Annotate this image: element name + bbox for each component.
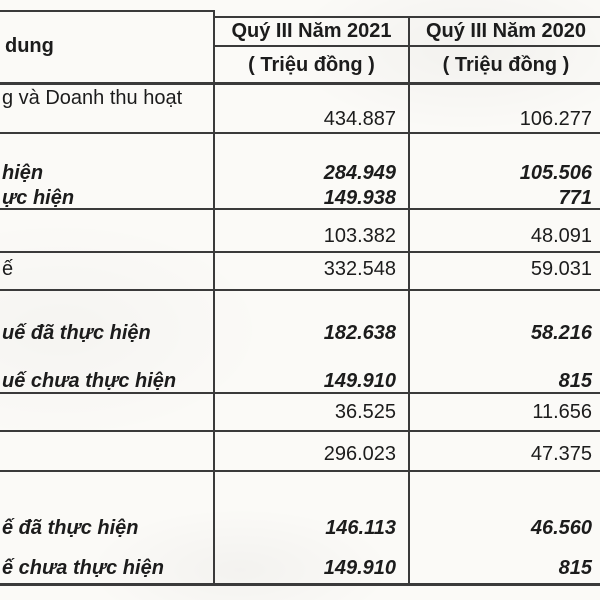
value-2020: 58.216 <box>530 322 592 344</box>
value-2020: 48.091 <box>530 225 592 247</box>
value-2021: 332.548 <box>323 258 396 280</box>
value-2020: 106.277 <box>519 108 592 130</box>
column-unit-2021: ( Triệu đồng ) <box>248 54 375 76</box>
row-divider-4 <box>0 289 600 291</box>
column-header-2020: Quý III Năm 2020 <box>425 20 587 42</box>
value-2020: 46.560 <box>530 517 592 539</box>
header-row-label: dung <box>5 35 54 57</box>
value-2021: 36.525 <box>334 401 396 423</box>
value-2020: 815 <box>558 557 592 579</box>
table-border-top-left <box>0 10 215 12</box>
value-2021: 182.638 <box>323 322 396 344</box>
value-2020: 815 <box>558 370 592 392</box>
table-border-bottom <box>0 583 600 586</box>
header-unit-divider <box>213 45 600 47</box>
value-2021: 284.949 <box>323 162 396 184</box>
value-2020: 105.506 <box>519 162 592 184</box>
row-label: g và Doanh thu hoạt <box>2 87 183 109</box>
row-label: uế chưa thực hiện <box>2 370 177 392</box>
value-2021: 296.023 <box>323 443 396 465</box>
value-2020: 47.375 <box>530 443 592 465</box>
value-2021: 149.938 <box>323 187 396 209</box>
value-2021: 103.382 <box>323 225 396 247</box>
value-2020: 771 <box>558 187 592 209</box>
column-divider-2 <box>408 16 410 585</box>
row-label: ực hiện <box>2 187 75 209</box>
row-label: hiện <box>2 162 44 184</box>
row-label: ế đã thực hiện <box>2 517 139 539</box>
row-divider-1 <box>0 132 600 134</box>
table-border-top-right <box>213 16 600 18</box>
value-2020: 59.031 <box>530 258 592 280</box>
value-2021: 149.910 <box>323 370 396 392</box>
column-divider-1 <box>213 10 215 585</box>
header-bottom-border <box>0 82 600 85</box>
row-divider-7 <box>0 470 600 472</box>
row-divider-3 <box>0 251 600 253</box>
value-2020: 11.656 <box>532 401 592 423</box>
row-label: ế <box>2 258 14 280</box>
row-label: ế chưa thực hiện <box>2 557 164 579</box>
value-2021: 434.887 <box>323 108 396 130</box>
row-label: uế đã thực hiện <box>2 322 151 344</box>
value-2021: 149.910 <box>323 557 396 579</box>
value-2021: 146.113 <box>325 517 396 539</box>
column-header-2021: Quý III Năm 2021 <box>231 20 392 42</box>
row-divider-6 <box>0 430 600 432</box>
column-unit-2020: ( Triệu đồng ) <box>442 54 570 76</box>
